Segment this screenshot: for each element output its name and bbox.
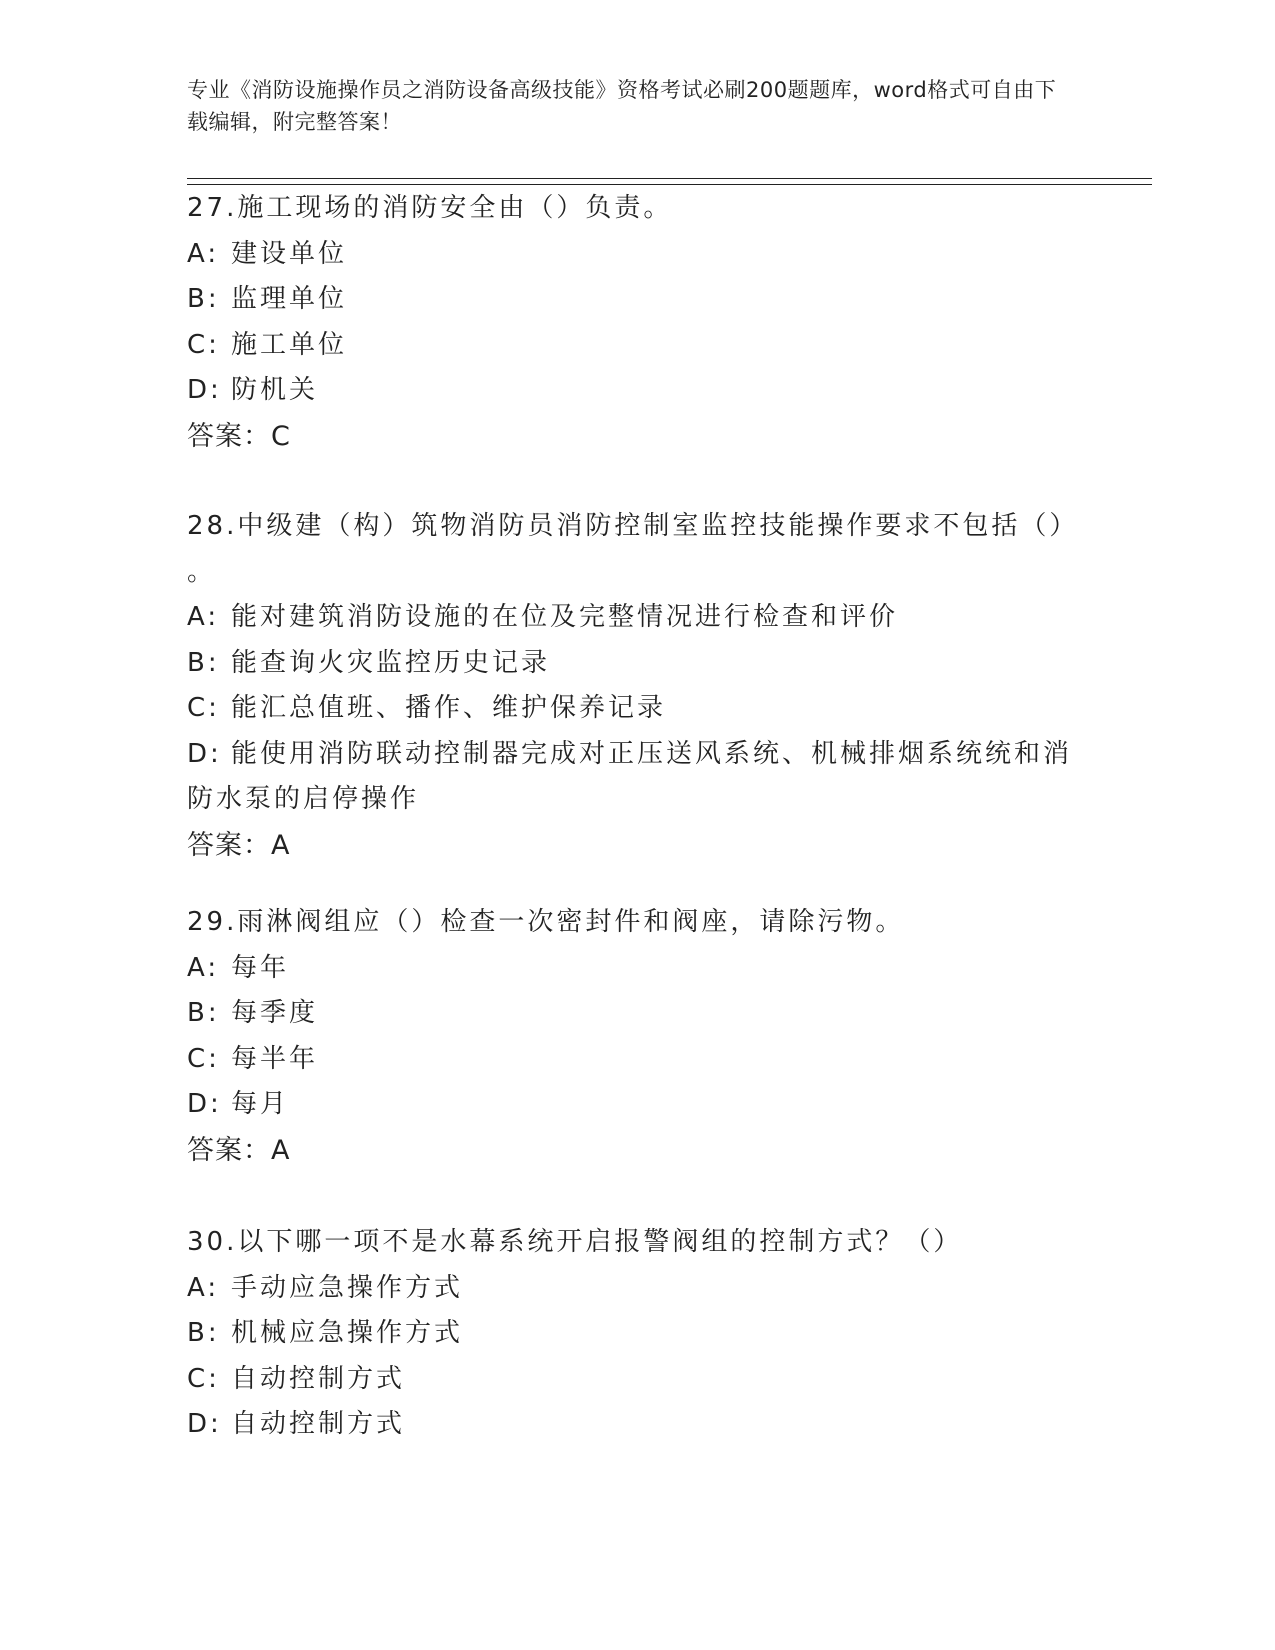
option-d: D: 每月 <box>187 1089 290 1119</box>
question-stem: 27.施工现场的消防安全由（）负责。 <box>187 193 673 223</box>
question-stem: 29.雨淋阀组应（）检查一次密封件和阀座，请除污物。 <box>187 907 905 937</box>
document-header: 专业《消防设施操作员之消防设备高级技能》资格考试必刷200题题库，word格式可自由下载编辑，附完整答案！ <box>187 78 1057 134</box>
option-d: D: 防机关 <box>187 375 319 405</box>
option-a: A: 能对建筑消防设施的在位及完整情况进行检查和评价 <box>187 602 899 632</box>
option-b: B: 监理单位 <box>187 284 348 314</box>
question-stem-continuation: 。 <box>187 556 217 587</box>
question-stem: 28.中级建（构）筑物消防员消防控制室监控技能操作要求不包括（） <box>187 511 1079 541</box>
option-d: D: 能使用消防联动控制器完成对正压送风系统、机械排烟系统统和消 <box>187 738 1073 769</box>
option-d: D: 自动控制方式 <box>187 1409 406 1439</box>
question-28 <box>187 504 1087 868</box>
header-rule-top <box>187 178 1152 179</box>
question-27 <box>187 186 1087 459</box>
answer-label: 答案：A <box>187 829 291 861</box>
question-29 <box>187 900 1087 1173</box>
option-a: A: 每年 <box>187 952 290 983</box>
option-c: C: 自动控制方式 <box>187 1363 406 1394</box>
header-rule-bottom <box>187 184 1152 185</box>
question-30 <box>187 1220 1087 1448</box>
option-c: C: 能汇总值班、播作、维护保养记录 <box>187 693 667 723</box>
option-b: B: 每季度 <box>187 998 319 1028</box>
option-c: C: 每半年 <box>187 1043 319 1074</box>
option-a: A: 手动应急操作方式 <box>187 1272 464 1303</box>
option-b: B: 能查询火灾监控历史记录 <box>187 647 551 678</box>
option-c: C: 施工单位 <box>187 329 348 360</box>
option-b: B: 机械应急操作方式 <box>187 1318 464 1348</box>
answer-label: 答案：A <box>187 1134 291 1166</box>
question-stem: 30.以下哪一项不是水幕系统开启报警阀组的控制方式？（） <box>187 1227 963 1257</box>
answer-label: 答案：C <box>187 420 291 452</box>
option-d-continuation: 防水泵的启停操作 <box>187 784 420 814</box>
option-a: A: 建设单位 <box>187 238 348 269</box>
